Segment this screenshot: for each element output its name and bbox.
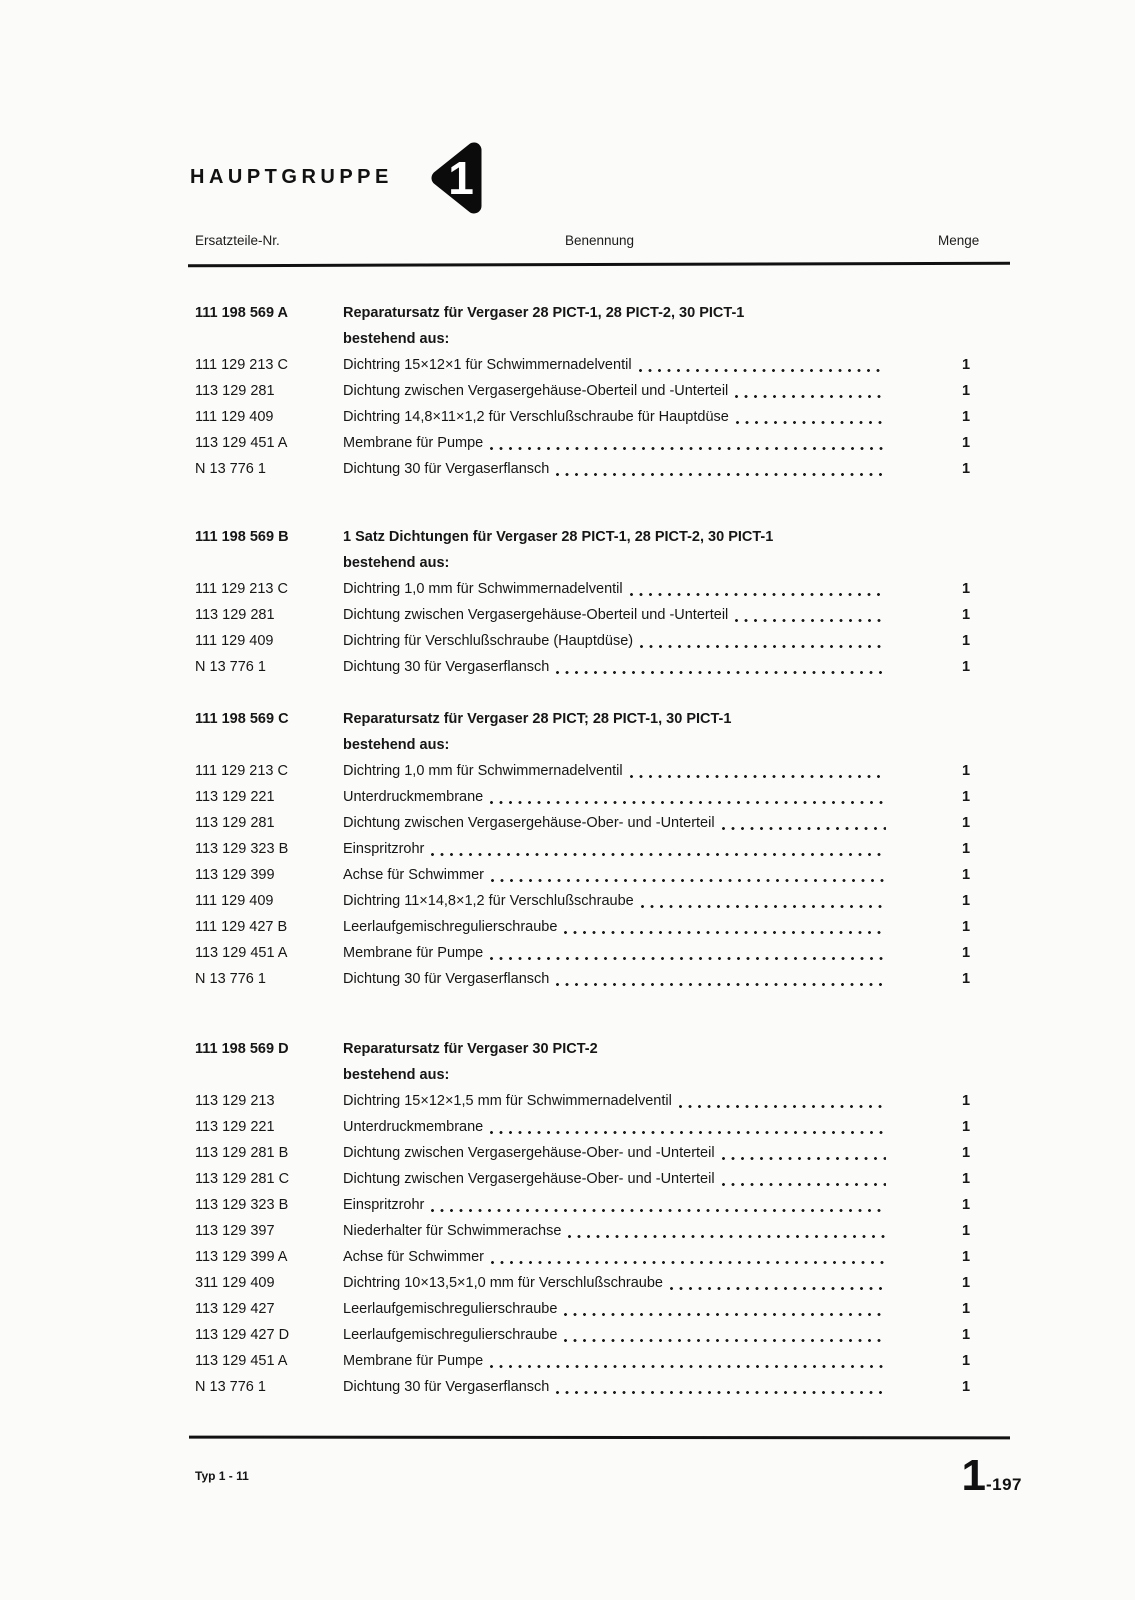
quantity: 1 — [961, 357, 971, 373]
section-title-cell — [343, 524, 888, 550]
part-description: Dichtring 1,0 mm für Schwimmernadelventil — [343, 763, 623, 779]
part-description-cell — [343, 1192, 888, 1218]
quantity: 1 — [961, 409, 971, 425]
leader-dots — [630, 775, 886, 778]
part-description: Niederhalter für Schwimmerachse — [343, 1223, 562, 1239]
part-item-row — [195, 352, 1010, 378]
leader-dots — [556, 983, 886, 986]
part-description-cell — [343, 914, 888, 940]
leader-dots — [490, 957, 886, 960]
part-item-row — [195, 430, 1010, 456]
part-description: Dichtring 11×14,8×1,2 für Verschlußschraube — [343, 893, 634, 909]
part-number: 311 129 409 — [195, 1275, 275, 1291]
part-item-row — [195, 378, 1010, 404]
part-description-cell — [343, 758, 888, 784]
part-description: Einspritzrohr — [343, 841, 425, 857]
part-number: 111 129 409 — [195, 893, 274, 909]
leader-dots — [630, 593, 886, 596]
leader-dots — [490, 801, 886, 804]
quantity: 1 — [961, 1301, 971, 1317]
leader-dots — [564, 1339, 886, 1342]
badge-number: 1 — [448, 152, 474, 204]
part-item-row — [195, 836, 1010, 862]
part-number: N 13 776 1 — [195, 461, 266, 477]
part-description-cell — [343, 654, 888, 680]
part-item-row — [195, 784, 1010, 810]
part-description: Dichtring 14,8×11×1,2 für Verschlußschraube für Hauptdüse — [343, 409, 729, 425]
footer-type-label: Typ 1 - 11 — [195, 1469, 249, 1483]
part-description-cell — [343, 1166, 888, 1192]
part-number: 113 129 281 — [195, 607, 275, 623]
section-part-number: 111 198 569 C — [195, 711, 289, 727]
part-description: Dichtung zwischen Vergasergehäuse-Ober- und -Unterteil — [343, 1145, 715, 1161]
parts-section — [195, 524, 1010, 680]
column-header-name: Benennung — [565, 233, 635, 248]
column-header-part-number: Ersatzteile-Nr. — [195, 233, 280, 248]
leader-dots — [564, 1313, 886, 1316]
part-number: 111 129 213 C — [195, 581, 288, 597]
part-description-cell — [343, 1114, 888, 1140]
part-item-row — [195, 940, 1010, 966]
quantity: 1 — [961, 1353, 971, 1369]
parts-section — [195, 706, 1010, 992]
part-description: Leerlaufgemischregulierschraube — [343, 1301, 558, 1317]
leader-dots — [491, 879, 886, 882]
section-subtitle: bestehend aus: — [343, 1067, 450, 1083]
part-item-row — [195, 1218, 1010, 1244]
quantity: 1 — [961, 435, 971, 451]
part-item-row — [195, 1244, 1010, 1270]
main-group-label: HAUPTGRUPPE — [190, 166, 393, 188]
group-number-badge — [428, 141, 488, 215]
leader-dots — [490, 447, 886, 450]
part-description: Dichtung 30 für Vergaserflansch — [343, 659, 550, 675]
part-number: 113 129 399 — [195, 867, 275, 883]
part-description-cell — [343, 378, 888, 404]
part-description-cell — [343, 810, 888, 836]
part-number: 111 129 409 — [195, 409, 274, 425]
part-number: 113 129 451 A — [195, 435, 288, 451]
quantity: 1 — [961, 1249, 971, 1265]
part-description: Dichtung zwischen Vergasergehäuse-Ober- und -Unterteil — [343, 1171, 715, 1187]
leader-dots — [640, 645, 886, 648]
leader-dots — [639, 369, 886, 372]
quantity: 1 — [961, 633, 971, 649]
part-item-row — [195, 810, 1010, 836]
section-title-cell — [343, 300, 888, 326]
part-number: 111 129 213 C — [195, 357, 288, 373]
section-subtitle: bestehend aus: — [343, 331, 450, 347]
part-description: Dichtung zwischen Vergasergehäuse-Ober- und -Unterteil — [343, 815, 715, 831]
leader-dots — [722, 1183, 886, 1186]
quantity: 1 — [961, 841, 971, 857]
part-description-cell — [343, 862, 888, 888]
parts-section — [195, 1036, 1010, 1400]
part-description: Membrane für Pumpe — [343, 945, 484, 961]
quantity: 1 — [961, 867, 971, 883]
leader-dots — [431, 1209, 886, 1212]
leader-dots — [670, 1287, 886, 1290]
quantity: 1 — [961, 1093, 971, 1109]
section-header-row — [195, 706, 1010, 732]
part-description-cell — [343, 1374, 888, 1400]
footer-page-number — [961, 1452, 1022, 1500]
part-description: Dichtring 15×12×1,5 mm für Schwimmernadelventil — [343, 1093, 672, 1109]
section-subtitle: bestehend aus: — [343, 737, 450, 753]
part-description: Dichtring für Verschlußschraube (Hauptdüse) — [343, 633, 634, 649]
part-number: 113 129 427 — [195, 1301, 275, 1317]
part-item-row — [195, 1166, 1010, 1192]
part-number: 113 129 427 D — [195, 1327, 290, 1343]
section-subtitle-cell — [343, 550, 888, 576]
section-title: Reparatursatz für Vergaser 30 PICT-2 — [343, 1041, 598, 1057]
part-description: Membrane für Pumpe — [343, 1353, 484, 1369]
quantity: 1 — [961, 1145, 971, 1161]
part-number: 113 129 221 — [195, 789, 275, 805]
quantity: 1 — [961, 1379, 971, 1395]
part-number: N 13 776 1 — [195, 659, 266, 675]
section-title-cell — [343, 1036, 888, 1062]
leader-dots — [556, 473, 886, 476]
part-description-cell — [343, 888, 888, 914]
leader-dots — [568, 1235, 886, 1238]
part-description: Dichtring 15×12×1 für Schwimmernadelventil — [343, 357, 632, 373]
part-description-cell — [343, 456, 888, 482]
part-description-cell — [343, 1244, 888, 1270]
part-description-cell — [343, 966, 888, 992]
part-description-cell — [343, 1218, 888, 1244]
part-description-cell — [343, 784, 888, 810]
part-description-cell — [343, 404, 888, 430]
section-title-cell — [343, 706, 888, 732]
part-number: 113 129 281 C — [195, 1171, 290, 1187]
quantity: 1 — [961, 461, 971, 477]
header-rule — [188, 262, 1010, 268]
part-description-cell — [343, 430, 888, 456]
quantity: 1 — [961, 971, 971, 987]
part-description: Unterdruckmembrane — [343, 1119, 484, 1135]
part-description: Achse für Schwimmer — [343, 1249, 485, 1265]
part-item-row — [195, 456, 1010, 482]
quantity: 1 — [961, 763, 971, 779]
leader-dots — [490, 1365, 886, 1368]
section-subtitle-row — [195, 732, 1010, 758]
part-item-row — [195, 1374, 1010, 1400]
part-description: Achse für Schwimmer — [343, 867, 485, 883]
part-item-row — [195, 654, 1010, 680]
part-item-row — [195, 576, 1010, 602]
leader-dots — [679, 1105, 886, 1108]
section-header-row — [195, 1036, 1010, 1062]
section-header-row — [195, 300, 1010, 326]
part-item-row — [195, 1114, 1010, 1140]
quantity: 1 — [961, 789, 971, 805]
footer-page-number-page: -197 — [985, 1475, 1022, 1494]
quantity: 1 — [961, 815, 971, 831]
part-description-cell — [343, 940, 888, 966]
part-description: Membrane für Pumpe — [343, 435, 484, 451]
section-title: Reparatursatz für Vergaser 28 PICT; 28 PICT-1, 30 PICT-1 — [343, 711, 732, 727]
section-subtitle-cell — [343, 1062, 888, 1088]
section-subtitle: bestehend aus: — [343, 555, 450, 571]
part-number: 113 129 213 — [195, 1093, 275, 1109]
leader-dots — [722, 827, 886, 830]
quantity: 1 — [961, 607, 971, 623]
part-item-row — [195, 862, 1010, 888]
part-item-row — [195, 1140, 1010, 1166]
part-description-cell — [343, 1322, 888, 1348]
leader-dots — [431, 853, 886, 856]
part-number: 113 129 451 A — [195, 1353, 288, 1369]
part-number: 111 129 427 B — [195, 919, 288, 935]
leader-dots — [490, 1131, 886, 1134]
part-description-cell — [343, 1140, 888, 1166]
part-item-row — [195, 1296, 1010, 1322]
part-description: Dichtung zwischen Vergasergehäuse-Oberteil und -Unterteil — [343, 383, 729, 399]
leader-dots — [735, 395, 886, 398]
leader-dots — [722, 1157, 886, 1160]
section-part-number: 111 198 569 B — [195, 529, 289, 545]
part-item-row — [195, 914, 1010, 940]
footer-rule — [189, 1436, 1010, 1440]
part-description-cell — [343, 602, 888, 628]
leader-dots — [491, 1261, 886, 1264]
quantity: 1 — [961, 383, 971, 399]
part-number: 113 129 221 — [195, 1119, 275, 1135]
section-part-number: 111 198 569 A — [195, 305, 288, 321]
section-subtitle-cell — [343, 732, 888, 758]
quantity: 1 — [961, 1223, 971, 1239]
part-description: Dichtring 1,0 mm für Schwimmernadelventil — [343, 581, 623, 597]
section-subtitle-row — [195, 550, 1010, 576]
part-item-row — [195, 1348, 1010, 1374]
part-description: Einspritzrohr — [343, 1197, 425, 1213]
part-number: 111 129 213 C — [195, 763, 288, 779]
part-number: 113 129 323 B — [195, 1197, 289, 1213]
part-number: 113 129 399 A — [195, 1249, 288, 1265]
footer-page-number-group: 1 — [961, 1451, 986, 1500]
quantity: 1 — [961, 1275, 971, 1291]
part-description: Dichtung 30 für Vergaserflansch — [343, 971, 550, 987]
leader-dots — [641, 905, 886, 908]
part-number: 113 129 451 A — [195, 945, 288, 961]
part-description-cell — [343, 576, 888, 602]
part-number: 113 129 397 — [195, 1223, 275, 1239]
part-item-row — [195, 1192, 1010, 1218]
quantity: 1 — [961, 945, 971, 961]
leader-dots — [556, 671, 886, 674]
part-item-row — [195, 404, 1010, 430]
part-item-row — [195, 602, 1010, 628]
quantity: 1 — [961, 1327, 971, 1343]
quantity: 1 — [961, 919, 971, 935]
quantity: 1 — [961, 1171, 971, 1187]
quantity: 1 — [961, 1119, 971, 1135]
column-header-quantity: Menge — [938, 233, 980, 248]
part-description: Unterdruckmembrane — [343, 789, 484, 805]
part-item-row — [195, 1088, 1010, 1114]
parts-list — [195, 300, 1010, 1400]
part-description-cell — [343, 352, 888, 378]
section-part-number: 111 198 569 D — [195, 1041, 289, 1057]
section-subtitle-cell — [343, 326, 888, 352]
section-subtitle-row — [195, 1062, 1010, 1088]
part-description: Dichtung zwischen Vergasergehäuse-Oberteil und -Unterteil — [343, 607, 729, 623]
quantity: 1 — [961, 581, 971, 597]
part-number: 113 129 281 — [195, 383, 275, 399]
part-description-cell — [343, 1088, 888, 1114]
quantity: 1 — [961, 659, 971, 675]
part-description: Dichtung 30 für Vergaserflansch — [343, 461, 550, 477]
part-item-row — [195, 966, 1010, 992]
part-description: Dichtring 10×13,5×1,0 mm für Verschlußschraube — [343, 1275, 663, 1291]
leader-dots — [556, 1391, 886, 1394]
part-description-cell — [343, 628, 888, 654]
parts-section — [195, 300, 1010, 482]
part-number: 111 129 409 — [195, 633, 274, 649]
part-description: Leerlaufgemischregulierschraube — [343, 1327, 558, 1343]
part-description-cell — [343, 836, 888, 862]
part-description: Dichtung 30 für Vergaserflansch — [343, 1379, 550, 1395]
part-description-cell — [343, 1348, 888, 1374]
part-number: 113 129 281 — [195, 815, 275, 831]
part-description-cell — [343, 1296, 888, 1322]
part-item-row — [195, 1270, 1010, 1296]
part-item-row — [195, 628, 1010, 654]
quantity: 1 — [961, 893, 971, 909]
part-description-cell — [343, 1270, 888, 1296]
part-item-row — [195, 758, 1010, 784]
part-number: N 13 776 1 — [195, 1379, 266, 1395]
part-item-row — [195, 888, 1010, 914]
part-item-row — [195, 1322, 1010, 1348]
part-number: 113 129 281 B — [195, 1145, 289, 1161]
section-header-row — [195, 524, 1010, 550]
part-number: 113 129 323 B — [195, 841, 289, 857]
section-title: 1 Satz Dichtungen für Vergaser 28 PICT-1, 28 PICT-2, 30 PICT-1 — [343, 529, 774, 545]
quantity: 1 — [961, 1197, 971, 1213]
part-number: N 13 776 1 — [195, 971, 266, 987]
section-subtitle-row — [195, 326, 1010, 352]
section-title: Reparatursatz für Vergaser 28 PICT-1, 28 PICT-2, 30 PICT-1 — [343, 305, 745, 321]
part-description: Leerlaufgemischregulierschraube — [343, 919, 558, 935]
leader-dots — [736, 421, 886, 424]
leader-dots — [564, 931, 886, 934]
leader-dots — [735, 619, 886, 622]
